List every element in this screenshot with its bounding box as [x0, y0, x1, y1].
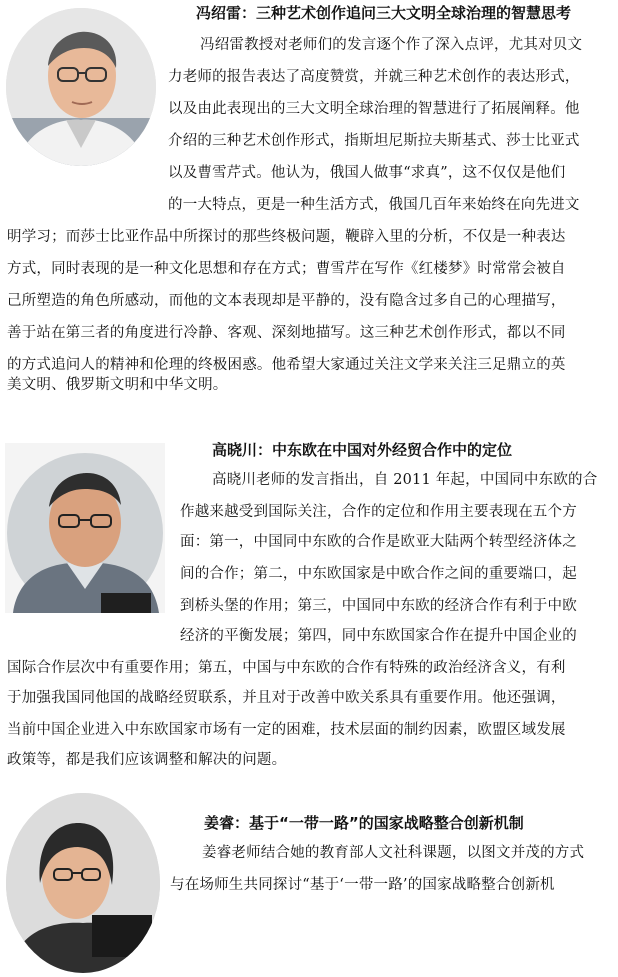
speaker-photo-gao [5, 443, 165, 613]
paragraph-line: 己所塑造的角色所感动，而他的文本表现却是平静的，没有隐含过多自己的心理描写， [7, 293, 566, 309]
portrait-feng-image [6, 8, 156, 166]
section-title: 高晓川：中东欧在中国对外经贸合作中的定位 [212, 441, 513, 459]
paragraph-line: 间的合作；第二，中东欧国家是中欧合作之间的重要端口，起 [180, 566, 577, 582]
paragraph-line: 美文明、俄罗斯文明和中华文明。 [7, 377, 228, 393]
paragraph-line: 政策等，都是我们应该调整和解决的问题。 [7, 752, 287, 768]
paragraph-line: 的方式追问人的精神和伦理的终极困惑。他希望大家通过关注文学来关注三足鼎立的英 [7, 357, 566, 373]
paragraph-line: 姜睿老师结合她的教育部人文社科课题，以图文并茂的方式 [202, 845, 585, 861]
paragraph-line: 经济的平衡发展；第四，同中东欧国家合作在提升中国企业的 [180, 628, 577, 644]
paragraph-line: 于加强我国同他国的战略经贸联系，并且对于改善中欧关系具有重要作用。他还强调， [7, 690, 566, 706]
paragraph-line: 国际合作层次中有重要作用；第五，中国与中东欧的合作有特殊的政治经济含义，有利 [7, 660, 566, 676]
paragraph-line: 面：第一，中国同中东欧的合作是欧亚大陆两个转型经济体之 [180, 534, 577, 550]
section-feng [0, 0, 618, 400]
paragraph-line: 与在场师生共同探讨“基于‘一带一路’的国家战略整合创新机 [170, 877, 555, 893]
paragraph-line: 作越来越受到国际关注，合作的定位和作用主要表现在五个方 [180, 504, 577, 520]
paragraph-line: 力老师的报告表达了高度赞赏，并就三种艺术创作的表达形式， [168, 69, 580, 85]
speaker-photo-jiang [6, 793, 160, 973]
paragraph-line: 明学习；而莎士比亚作品中所探讨的那些终极问题，鞭辟入里的分析，不仅是一种表达 [7, 229, 566, 245]
paragraph-line: 高晓川老师的发言指出，自 2011 年起，中国同中东欧的合 [212, 472, 598, 488]
section-jiang [0, 790, 618, 977]
speaker-photo-feng [6, 8, 156, 166]
paragraph-line: 到桥头堡的作用；第三，中国同中东欧的经济合作有利于中欧 [180, 598, 577, 614]
paragraph-line: 方式，同时表现的是一种文化思想和存在方式；曹雪芹在写作《红楼梦》时常常会被自 [7, 261, 566, 277]
paragraph-line: 冯绍雷教授对老师们的发言逐个作了深入点评，尤其对贝文 [200, 37, 583, 53]
portrait-gao-image [5, 443, 165, 613]
portrait-jiang-image [6, 793, 160, 973]
paragraph-line: 以及曹雪芹式。他认为，俄国人做事“求真”，这不仅仅是他们 [168, 165, 566, 181]
paragraph-line: 介绍的三种艺术创作形式，指斯坦尼斯拉夫斯基式、莎士比亚式 [168, 133, 580, 149]
paragraph-line: 以及由此表现出的三大文明全球治理的智慧进行了拓展阐释。他 [168, 101, 580, 117]
section-gao [0, 430, 618, 780]
paragraph-line: 善于站在第三者的角度进行冷静、客观、深刻地描写。这三种艺术创作形式，都以不同 [7, 325, 566, 341]
section-title: 冯绍雷：三种艺术创作追问三大文明全球治理的智慧思考 [196, 4, 572, 22]
section-title: 姜睿：基于“一带一路”的国家战略整合创新机制 [204, 814, 524, 832]
paragraph-line: 当前中国企业进入中东欧国家市场有一定的困难，技术层面的制约因素，欧盟区域发展 [7, 722, 566, 738]
paragraph-line: 的一大特点，更是一种生活方式，俄国几百年来始终在向先进文 [168, 197, 580, 213]
